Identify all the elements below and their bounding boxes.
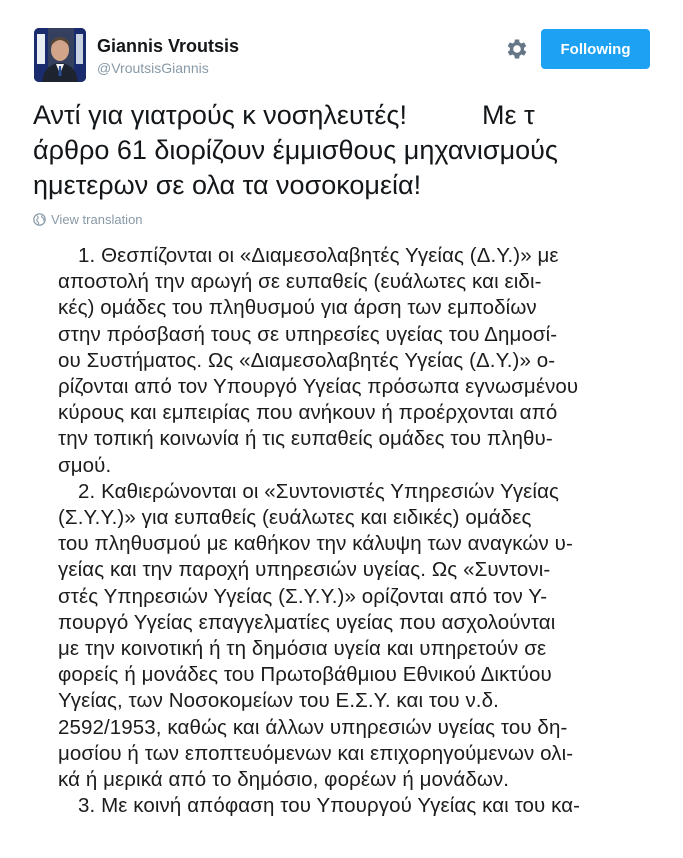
doc-line: κά ή μερικά από το δημόσιο, φορέων ή μονάδων. — [58, 768, 510, 792]
doc-line: ου Συστήματος. Ως «Διαμεσολαβητές Υγείας (Δ.Υ.)» ο- — [58, 348, 556, 372]
doc-line: στην πρόσβασή τους σε υπηρεσίες υγείας του Δημοσί- — [58, 322, 558, 346]
tweet-header — [0, 0, 683, 90]
doc-line: αποστολή την αρωγή σε ευπαθείς (ευάλωτες και ειδι- — [58, 270, 542, 294]
doc-line: του πληθυσμού με καθήκον την κάλυψη των αναγκών υ- — [58, 532, 573, 556]
doc-line: 3. Με κοινή απόφαση του Υπουργού Υγείας και του κα- — [78, 794, 581, 818]
doc-line: (Σ.Υ.Υ.)» για ευπαθείς (ευάλωτες και ειδικές) ομάδες — [58, 506, 532, 530]
view-translation-link[interactable] — [33, 212, 143, 227]
doc-line: 2592/1953, καθώς και άλλων υπηρεσιών υγείας του δη- — [58, 715, 568, 739]
view-translation-label: View translation — [51, 212, 143, 227]
user-name[interactable]: Giannis Vroutsis — [97, 36, 240, 56]
doc-line: 2. Καθιερώνονται οι «Συντονιστές Υπηρεσιών Υγείας — [78, 479, 560, 503]
globe-icon — [33, 213, 46, 226]
avatar[interactable] — [34, 28, 86, 82]
doc-line: στές Υπηρεσιών Υγείας (Σ.Υ.Υ.)» ορίζονται από τον Υ- — [58, 584, 548, 608]
doc-line: με την κοινοτική ή τη δημόσια υγεία και υπηρετούν σε — [58, 637, 547, 661]
gear-icon[interactable] — [504, 36, 530, 62]
doc-line: ρίζονται από τον Υπουργό Υγείας πρόσωπα εγνωσμένου — [58, 375, 579, 399]
doc-line: κές) ομάδες του πληθυσμού για άρση των εμποδίων — [58, 296, 537, 320]
doc-line: πουργό Υγείας επαγγελματίες υγείας που ασχολούνται — [58, 610, 556, 634]
tweet-text: Αντί για γιατρούς κ νοσηλευτές! Με τ άρθρο 61 διορίζουν έμμισθους μηχανισμούς ημετερων σε ολα τα νοσοκομεία! — [33, 100, 558, 200]
user-handle[interactable]: @VroutsisGiannis — [97, 60, 209, 76]
doc-line: την τοπική κοινωνία ή τις ευπαθείς ομάδες του πληθυ- — [58, 427, 553, 451]
doc-line: Υγείας, των Νοσοκομείων του Ε.Σ.Υ. και του ν.δ. — [58, 689, 499, 713]
doc-line: γείας και την παροχή υπηρεσιών υγείας. Ως «Συντονι- — [58, 558, 551, 582]
following-button[interactable]: Following — [541, 29, 650, 69]
document-image[interactable] — [30, 243, 683, 858]
doc-line: 1. Θεσπίζονται οι «Διαμεσολαβητές Υγείας (Δ.Υ.)» με — [78, 244, 559, 267]
doc-line: σμού. — [58, 453, 112, 477]
doc-line: κύρους και εμπειρίας που ανήκουν ή προέρχονται από — [58, 401, 558, 425]
doc-line: μοσίου ή των εποπτευόμενων και επιχορηγούμενων ολι- — [58, 741, 574, 765]
doc-line: φορείς ή μονάδες του Πρωτοβάθμιου Εθνικού Δικτύου — [58, 663, 552, 687]
